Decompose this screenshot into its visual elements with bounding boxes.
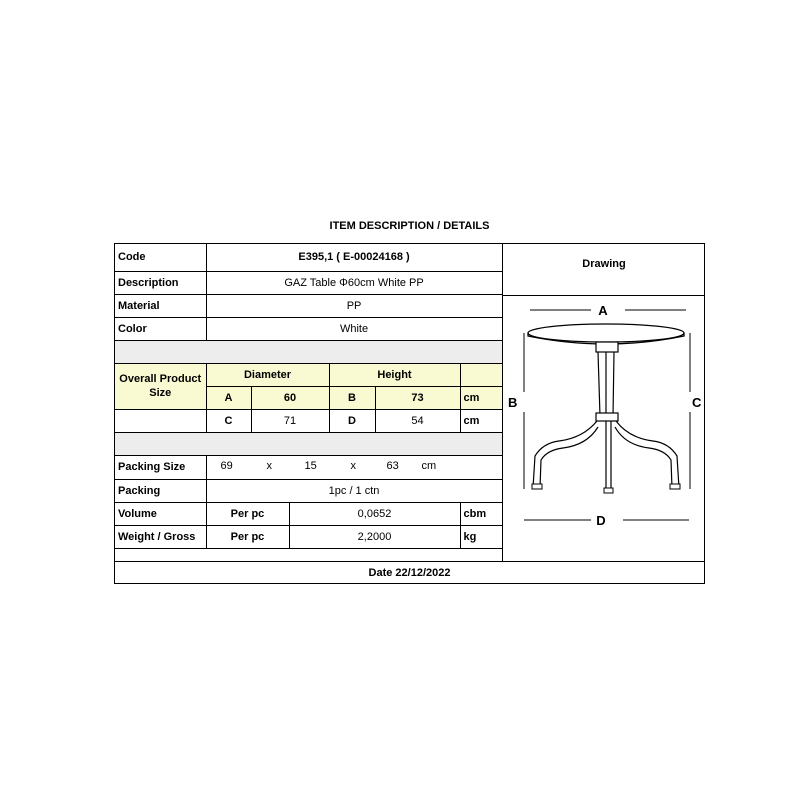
right-leg-inner <box>615 427 672 488</box>
packing-dim-2: 15 <box>304 459 317 472</box>
packing-dim-1: 69 <box>220 459 233 472</box>
description-value: GAZ Table Φ60cm White PP <box>206 271 502 294</box>
volume-unit: cbm <box>460 502 502 525</box>
weight-row <box>115 525 502 548</box>
spec-sheet <box>114 243 705 584</box>
document-title: ITEM DESCRIPTION / DETAILS <box>329 220 490 232</box>
footer-date: Date 22/12/2022 <box>115 561 704 584</box>
overall-size-label: Overall Product Size <box>115 363 206 409</box>
size-value-d: 54 <box>375 409 460 432</box>
packing-label: Packing <box>115 479 206 502</box>
spacer-cell <box>115 340 502 363</box>
volume-per: Per pc <box>206 502 289 525</box>
size-key-d: D <box>329 409 375 432</box>
description-label: Description <box>115 271 206 294</box>
dim-b-label: B <box>508 395 518 410</box>
table-drawing <box>503 296 705 560</box>
lower-ring <box>596 413 618 421</box>
dim-a-label: A <box>598 303 608 318</box>
packing-size-cell <box>206 455 502 479</box>
size-unit-2: cm <box>460 409 502 432</box>
weight-value: 2,2000 <box>289 525 460 548</box>
packing-value: 1pc / 1 ctn <box>206 479 502 502</box>
packing-size-row <box>115 455 502 479</box>
center-leg-3 <box>613 352 614 416</box>
right-leg <box>616 421 679 488</box>
packing-row <box>115 479 502 502</box>
color-row <box>115 317 502 340</box>
left-leg <box>533 421 597 488</box>
tabletop-ellipse <box>528 324 684 342</box>
size-header-row <box>115 363 502 386</box>
material-row <box>115 294 502 317</box>
packing-x-2: x <box>350 459 356 472</box>
volume-label: Volume <box>115 502 206 525</box>
weight-label: Weight / Gross <box>115 525 206 548</box>
right-foot <box>670 484 680 489</box>
size-row-2 <box>115 409 502 432</box>
size-value-a: 60 <box>251 386 329 409</box>
color-label: Color <box>115 317 206 340</box>
packing-unit: cm <box>421 459 437 472</box>
size-unit-1: cm <box>460 386 502 409</box>
size-key-b: B <box>329 386 375 409</box>
left-leg-inner <box>540 427 598 488</box>
height-header: Height <box>329 363 460 386</box>
dim-c-label: C <box>692 395 702 410</box>
weight-unit: kg <box>460 525 502 548</box>
spacer-row <box>115 340 502 363</box>
code-label: Code <box>115 244 206 271</box>
left-foot <box>532 484 542 489</box>
size-key-c: C <box>206 409 251 432</box>
code-value: E395,1 ( E-00024168 ) <box>206 244 502 271</box>
spacer-row-2 <box>115 432 502 455</box>
packing-x-1: x <box>266 459 272 472</box>
drawing-label: Drawing <box>582 258 626 270</box>
packing-size-label: Packing Size <box>115 455 206 479</box>
spacer-cell-2 <box>115 432 502 455</box>
center-leg-1 <box>598 352 600 416</box>
code-row <box>115 244 502 271</box>
dim-d-label: D <box>596 513 606 528</box>
diameter-header: Diameter <box>206 363 329 386</box>
material-label: Material <box>115 294 206 317</box>
size-header-blank <box>460 363 502 386</box>
volume-row <box>115 502 502 525</box>
volume-value: 0,0652 <box>289 502 460 525</box>
spec-table <box>115 244 503 549</box>
size-key-a: A <box>206 386 251 409</box>
packing-dim-3: 63 <box>386 459 399 472</box>
size-row-2-blank <box>115 409 206 432</box>
material-value: PP <box>206 294 502 317</box>
description-row <box>115 271 502 294</box>
size-value-c: 71 <box>251 409 329 432</box>
color-value: White <box>206 317 502 340</box>
back-foot <box>604 488 613 493</box>
hub <box>596 342 618 352</box>
weight-per: Per pc <box>206 525 289 548</box>
size-value-b: 73 <box>375 386 460 409</box>
